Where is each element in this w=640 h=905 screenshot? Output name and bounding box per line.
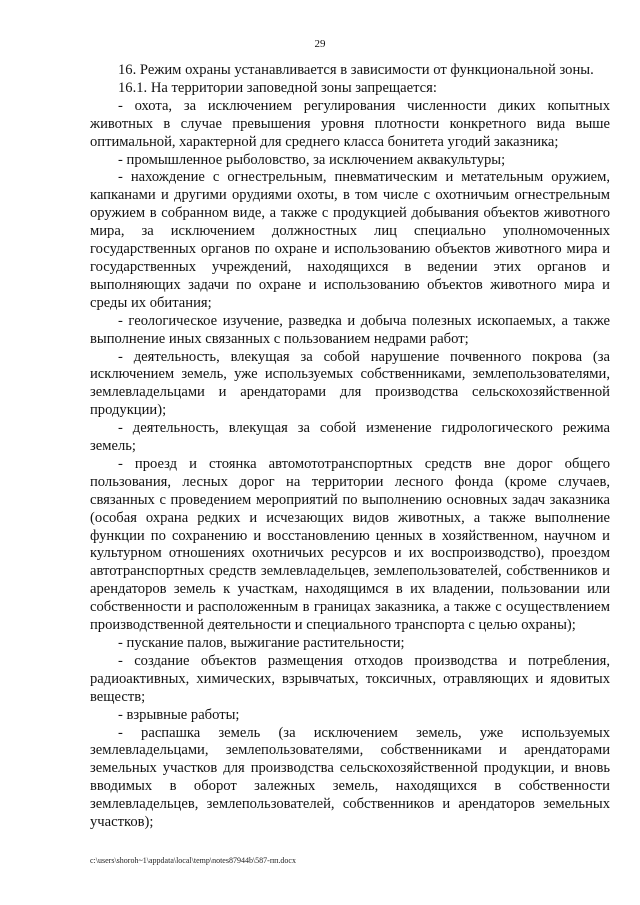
page-number: 29 [314, 38, 326, 50]
section-16-1-heading: 16.1. На территории заповедной зоны запрещается: [118, 79, 437, 96]
prohibition-vehicles: - проезд и стоянка автомототранспортных средств вне дорог общего пользования, лесных дорог на территории лесного фонда (кроме случаев, связанных с проведением мероприятий по выполнению основных задач заказника (особая охрана редких и исчезающих видов животных, а также выполнение функции по сохранению и восстановлению ценных в хозяйственном, научном и культурном отношениях охотничьих ресурсов и их воспроизводство), проездом автотранспортных средств землевладельцев, землепользователей, собственников и арендаторов земель к участкам, находящимся в их владении, пользовании или собственности и расположенным в границах заказника, а также с осуществлением производственной деятельности и специального транспорта с целью охраны); [90, 455, 610, 634]
prohibition-plowing: - распашка земель (за исключением земель, уже используемых землевладельцами, землепользователями, собственниками и арендаторами земельных участков для производства сельскохозяйственной продукции, и вновь вводимых в оборот залежных земель, находящихся в собственности землевладельцев, землепользователей, собственников и арендаторов земельных участков); [90, 724, 610, 831]
prohibition-hydrology: - деятельность, влекущая за собой изменение гидрологического режима земель; [90, 420, 610, 455]
section-16-paragraph: 16. Режим охраны устанавливается в зависимости от функциональной зоны. [118, 62, 594, 78]
prohibition-explosions: - взрывные работы; [118, 706, 240, 723]
prohibition-fishing: - промышленное рыболовство, за исключением аквакультуры; [118, 151, 506, 168]
prohibition-hunting: - охота, за исключением регулирования численности диких копытных животных в случае превышения уровня плотности конкретного вида выше оптимальной, характерной для среднего класса бонитета угодий заказника; [90, 97, 610, 150]
document-body [90, 62, 610, 832]
footer-file-path: c:\users\shoroh~1\appdata\local\temp\notes87944b\587-пп.docx [90, 856, 296, 865]
prohibition-geology: - геологическое изучение, разведка и добыча полезных ископаемых, а также выполнение иных связанных с пользованием недрами работ; [90, 312, 610, 347]
prohibition-soil-damage: - деятельность, влекущая за собой нарушение почвенного покрова (за исключением земель, уже используемых собственниками, землепользователями, землевладельцами и арендаторами для производства сельскохозяйственной продукции); [90, 348, 610, 419]
prohibition-waste: - создание объектов размещения отходов производства и потребления, радиоактивных, химических, взрывчатых, токсичных, отравляющих и ядовитых веществ; [90, 652, 610, 705]
prohibition-burning: - пускание палов, выжигание растительности; [118, 635, 405, 651]
prohibition-weapons: - нахождение с огнестрельным, пневматическим и метательным оружием, капканами и другими орудиями охоты, в том числе с охотничьим огнестрельным оружием в собранном виде, а также с продукцией добывания объектов животного мира, за исключением должностных лиц специально уполномоченных государственных органов по охране и использованию объектов животного мира и государственных учреждений, находящихся в ведении этих органов и выполняющих задачи по охране и использованию объектов животного мира и среды их обитания; [90, 169, 610, 311]
